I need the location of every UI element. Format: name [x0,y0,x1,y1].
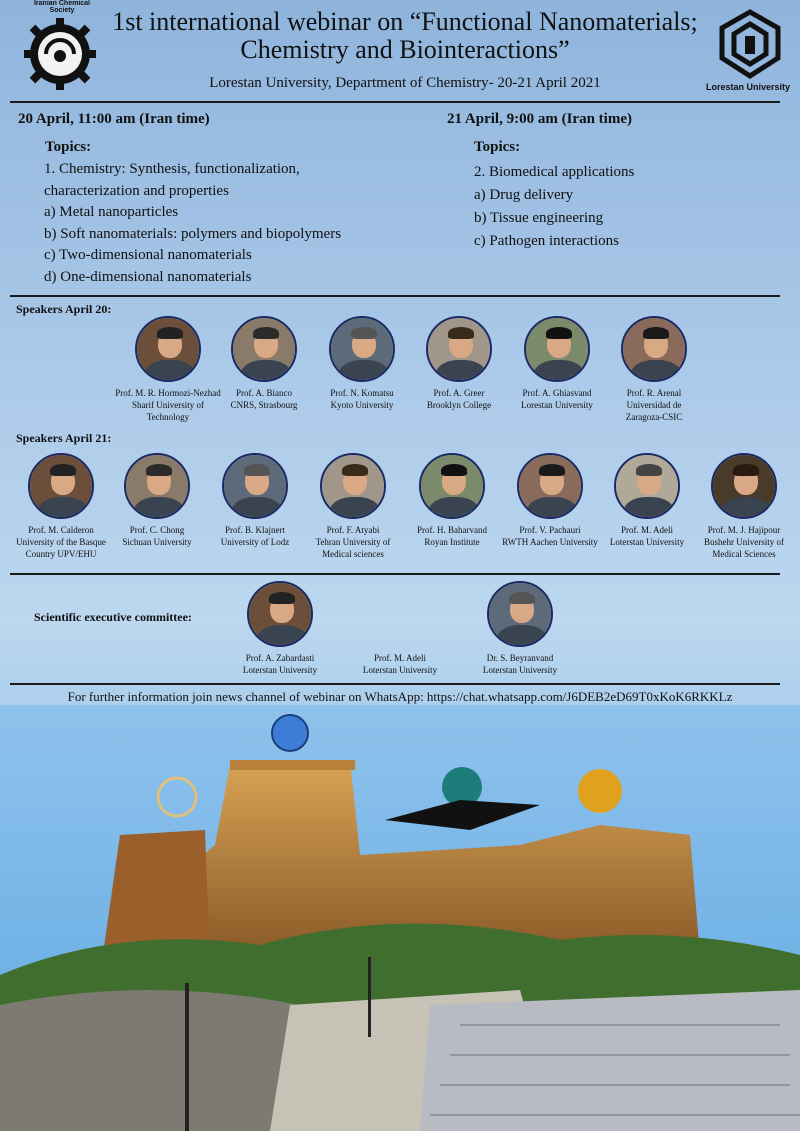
speaker-card [215,581,345,676]
topic-item: c) Pathogen interactions [474,233,619,249]
speaker-affiliation-line: Royan Institute [424,537,480,547]
speaker-name [455,652,585,676]
speaker-affiliation-line: Technology [146,412,190,422]
speaker-affiliation-line: Loterstan University [362,665,438,675]
divider [10,573,780,575]
speaker-affiliation-line: University of the Basque [16,537,106,547]
speaker-name-line: Prof. F. Atyabi [326,525,380,535]
info-line: For further information join news channel of webinar on WhatsApp: https://chat.whatsapp.com/J6DEB2eD69T0xKoK6RKKLz [67,689,733,704]
speaker-photo [247,581,313,647]
topic-item: b) Tissue engineering [474,210,604,226]
speaker-photo [135,316,201,382]
speaker-photo [222,453,288,519]
speaker-affiliation-line: Bushehr University of [704,537,784,547]
divider [10,683,780,685]
chemical-society-logo-text: Iranian Chemical Society [33,0,91,14]
speaker-affiliation-line: Sharif University of [132,400,204,410]
title-line-1: 1st international webinar on “Functional Nanomaterials; [112,7,698,36]
speaker-affiliation-line: Kyoto University [330,400,394,410]
speaker-name-line: Prof. B. Klajnert [225,525,285,535]
day1-topics-label: Topics: [45,139,92,155]
speaker-affiliation-line: Loterstan University [482,665,558,675]
speaker-photo [329,316,395,382]
lorestan-university-logo-label: Lorestan University [705,82,791,92]
speaker-affiliation-line: Sichuan University [122,537,192,547]
speaker-name-line: Prof. A. Zabardasti [245,653,315,663]
speaker-photo [517,453,583,519]
speaker-card [335,581,465,676]
speaker-card [679,453,800,560]
speaker-card [589,316,719,423]
speaker-affiliation-line: Lorestan University [521,400,593,410]
speaker-name-line: Prof. A. Greer [433,388,485,398]
speaker-name-line: Prof. M. J. Hajipour [707,525,781,535]
speaker-affiliation-line: Tehran University of [315,537,391,547]
speaker-affiliation-line: RWTH Aachen University [502,537,598,547]
speaker-affiliation-line: University of Lodz [220,537,290,547]
speaker-photo [426,316,492,382]
speaker-affiliation-line: Brooklyn College [426,400,492,410]
speaker-photo [231,316,297,382]
speaker-photo [614,453,680,519]
speaker-name [335,652,465,676]
day1-topic-list [44,159,341,288]
speaker-name-line: Prof. M. Adeli [373,653,426,663]
speaker-photo [524,316,590,382]
speaker-affiliation-line: Country UPV/EHU [25,549,97,559]
speaker-photo [28,453,94,519]
nanoparticle-icon [272,715,308,751]
topic-item: characterization and properties [44,182,229,199]
topic-item: 1. Chemistry: Synthesis, functionalization, [44,161,300,177]
speaker-photo [487,581,553,647]
lorestan-university-logo [712,6,788,92]
topic-item: a) Drug delivery [474,187,574,203]
speaker-affiliation-line: Loterstan University [609,537,685,547]
speaker-photo [320,453,386,519]
speaker-name-line: Prof. N. Komatsu [330,388,394,398]
speaker-name-line: Prof. V. Pachauri [519,525,581,535]
topic-item: a) Metal nanoparticles [44,204,179,220]
day1-heading: 20 April, 11:00 am (Iran time) [18,111,210,127]
speaker-name-line: Dr. S. Beyranvand [486,653,554,663]
speaker-name-line: Prof. A. Ghiasvand [522,388,592,398]
divider [10,295,780,297]
speaker-name-line: Prof. A. Bianco [236,388,292,398]
speaker-name-line: Prof. M. Calderon [28,525,94,535]
divider [10,101,780,103]
day2-topic-list [474,161,634,253]
speaker-photo [124,453,190,519]
speaker-name [215,652,345,676]
speaker-name [679,524,800,560]
topic-item: c) Two-dimensional nanomaterials [44,247,252,263]
speaker-affiliation-line: Loterstan University [242,665,318,675]
speaker-affiliation-line: Zaragoza-CSIC [625,412,683,422]
speaker-name-line: Prof. M. Adeli [620,525,673,535]
webinar-title [110,8,700,64]
speakers-april20-label: Speakers April 20: [16,302,112,316]
chemical-society-logo [18,10,102,94]
speakers-april21-label: Speakers April 21: [16,431,112,445]
speaker-name-line: Prof. R. Arenal [626,388,682,398]
coronavirus-icon [578,769,622,813]
topic-item: d) One-dimensional nanomaterials [44,268,252,285]
speaker-card [455,581,585,676]
day2-heading: 21 April, 9:00 am (Iran time) [447,111,632,127]
speaker-photo [621,316,687,382]
committee-label: Scientific executive committee: [34,610,192,624]
castle-scene-illustration [0,705,800,1131]
day2-topics-label: Topics: [474,139,521,155]
topic-item: 2. Biomedical applications [474,164,635,180]
speaker-name [589,387,719,423]
speaker-photo [419,453,485,519]
speaker-name-line: Prof. M. R. Hormozi-Nezhad [115,388,221,398]
speaker-affiliation-line: Universidad de [626,400,682,410]
speaker-name-line: Prof. C. Chong [129,525,185,535]
title-line-2: Chemistry and Biointeractions” [240,35,570,64]
speaker-affiliation-line: CNRS, Strasbourg [230,400,298,410]
topic-item: b) Soft nanomaterials: polymers and biopolymers [44,225,342,242]
webinar-subtitle: Lorestan University, Department of Chemistry- 20-21 April 2021 [209,75,601,91]
speaker-name-line: Prof. H. Baharvand [417,525,487,535]
speaker-photo [711,453,777,519]
speaker-affiliation-line: Medical sciences [322,549,384,559]
speaker-affiliation-line: Medical Sciences [712,549,776,559]
